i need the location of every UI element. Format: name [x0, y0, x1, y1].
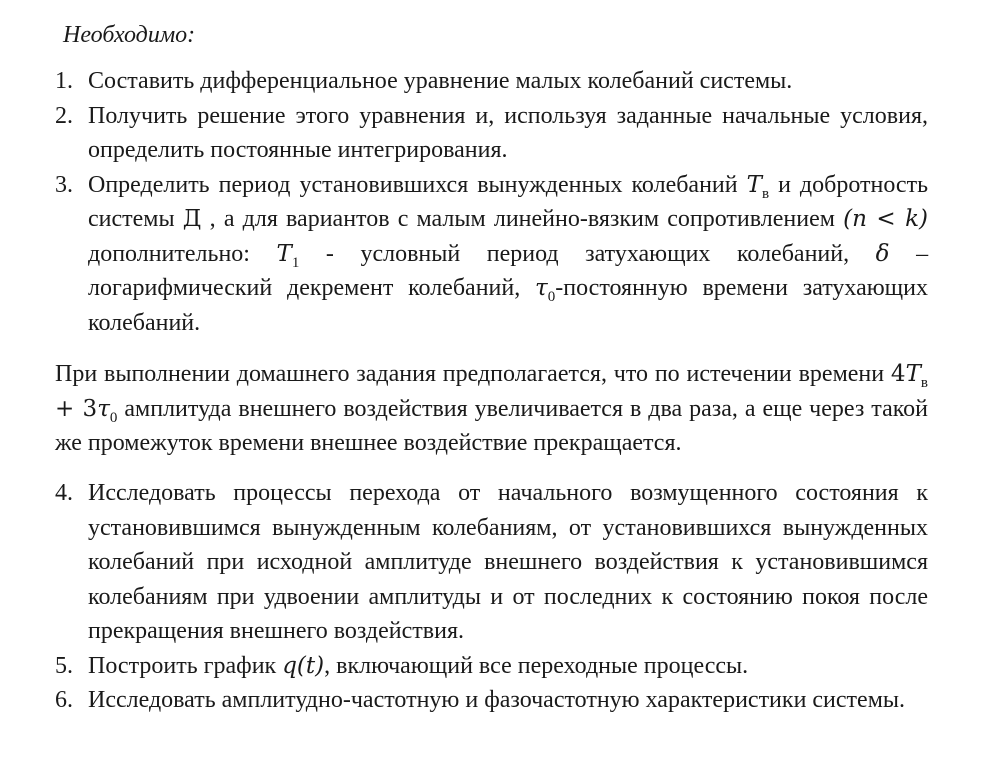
math-T-symbol: T	[905, 361, 921, 387]
heading: Необходимо:	[63, 22, 196, 48]
math-T1-symbol: T	[276, 240, 292, 267]
task-list-1	[55, 64, 928, 340]
body-paragraph	[55, 357, 928, 461]
item-number: 1.	[55, 68, 73, 94]
math-subscript: 0	[547, 288, 556, 305]
item-number: 6.	[55, 687, 73, 713]
math-subscript: в	[761, 185, 770, 202]
math-tau-symbol: τ	[535, 275, 548, 301]
list-item	[55, 683, 928, 718]
item-number: 3.	[55, 171, 73, 198]
list-item	[55, 168, 928, 341]
math-tau-symbol: τ	[97, 395, 110, 422]
item-text: дополнительно:	[88, 240, 250, 267]
list-item	[55, 649, 928, 684]
math-plus: + 3	[55, 395, 98, 422]
item-text: Составить дифференциальное уравнение малых колебаний системы.	[88, 68, 793, 94]
list-item	[55, 99, 928, 168]
item-number: 2.	[55, 102, 73, 129]
item-text: , а для вариантов с малым линейно-вязким сопротивлением	[209, 206, 835, 232]
item-text: и добротность системы	[88, 171, 929, 232]
math-T-symbol: T	[746, 171, 762, 198]
math-coef: 4	[890, 361, 906, 387]
item-text: -постоянную времени затухающих колебаний.	[88, 275, 928, 336]
item-text: Определить период установившихся вынужденных колебаний	[88, 171, 738, 198]
item-text: Исследовать процессы перехода от начального возмущенного состояния к установившимся вынужденным колебаниям, от установившихся вынужденных колебаний при исходной амплитуде внешнего воздействия к установившимся колебаниям при удвоении амплитуды и от последних к состоянию покоя после прекращения внешнего воздействия.	[88, 480, 928, 644]
item-text: Построить график	[88, 652, 277, 679]
math-subscript: 1	[291, 254, 300, 271]
task-list-2	[55, 476, 928, 718]
item-number: 5.	[55, 652, 73, 679]
item-text: Получить решение этого уравнения и, используя заданные начальные условия, определить постоянные интегрирования.	[88, 102, 928, 163]
paragraph-text: При выполнении домашнего задания предполагается, что по истечении времени	[55, 361, 885, 387]
list-item	[55, 476, 928, 649]
item-text: , включающий все переходные процессы.	[324, 652, 749, 679]
paragraph-text: амплитуда внешнего воздействия увеличивается в два раза, а еще через такой же промежуток времени внешнее воздействие прекращается.	[55, 395, 929, 456]
list-item	[55, 64, 928, 99]
item-text: – логарифмический декремент колебаний,	[88, 240, 929, 301]
math-delta-symbol: δ	[875, 240, 890, 267]
math-subscript: 0	[109, 409, 118, 426]
item-text: Исследовать амплитудно-частотную и фазочастотную характеристики системы.	[88, 687, 906, 713]
math-q-of-t: q(t)	[282, 652, 325, 679]
math-n-less-k: (n < k)	[843, 206, 929, 232]
item-text: - условный период затухающих колебаний,	[325, 240, 850, 267]
math-D-symbol: Д	[182, 206, 202, 232]
math-subscript: в	[920, 374, 928, 391]
item-number: 4.	[55, 480, 73, 506]
